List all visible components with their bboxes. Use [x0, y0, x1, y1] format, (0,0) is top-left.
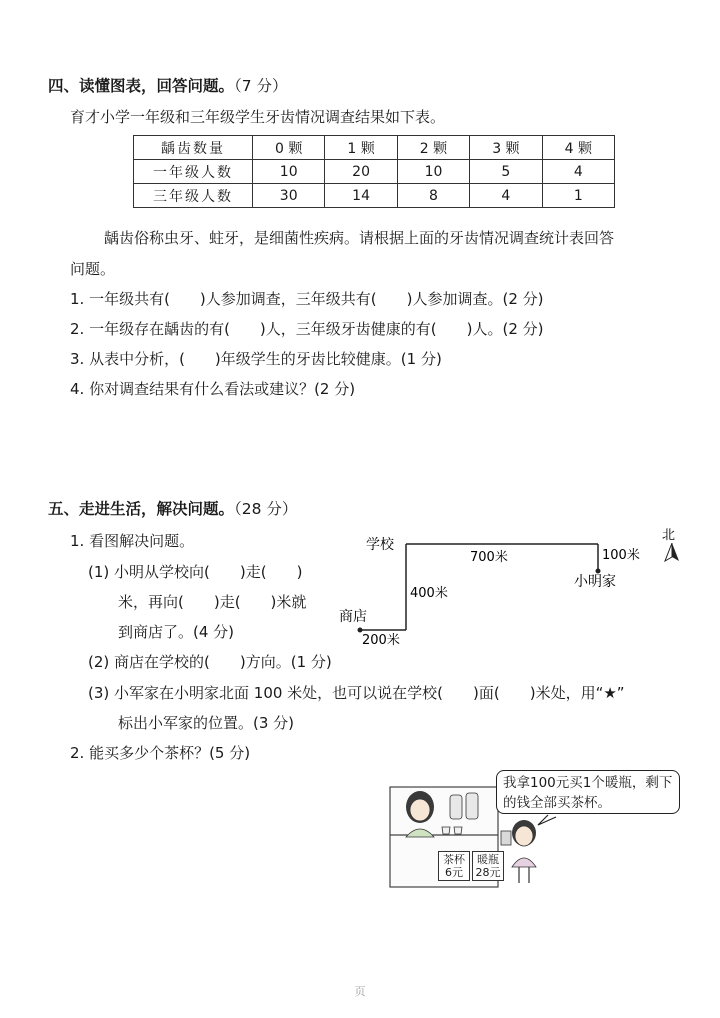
- section5-points: （28 分）: [234, 500, 298, 518]
- map-label-home: 小明家: [574, 574, 616, 590]
- question-4-2: 2. 一年级存在龋齿的有( )人，三年级牙齿健康的有( )人。(2 分): [70, 320, 544, 338]
- question-4-1: 1. 一年级共有( )人参加调查，三年级共有( )人参加调查。(2 分): [70, 290, 544, 308]
- question-5-1-3a: (3) 小军家在小明家北面 100 米处，也可以说在学校( )面( )米处，用“★”: [88, 684, 625, 702]
- cup-price-name: 茶杯: [443, 853, 465, 866]
- shop-point: [358, 628, 363, 633]
- table-header-cell: 1 颗: [325, 136, 397, 160]
- question-5-1-1c: 到商店了。(4 分): [118, 623, 235, 641]
- question-5-2-title: 2. 能买多少个茶杯？(5 分): [70, 744, 251, 762]
- table-cell: 4: [542, 160, 614, 184]
- section4-title: [48, 74, 288, 96]
- north-arrow-icon: [665, 543, 679, 561]
- survey-table: [133, 135, 615, 208]
- table-header-row: [134, 136, 615, 160]
- buyer-girl-icon: [501, 820, 536, 883]
- section4-paragraph-line2: 问题。: [70, 260, 116, 278]
- map-label-100: 100米: [602, 548, 640, 563]
- map-label-400: 400米: [410, 586, 448, 601]
- question-5-1-3b: 标出小军家的位置。(3 分): [118, 714, 295, 732]
- section4-intro: 育才小学一年级和三年级学生牙齿情况调查结果如下表。: [70, 108, 446, 126]
- table-header-cell: 0 颗: [253, 136, 325, 160]
- cup-price-tag: [438, 851, 470, 881]
- question-5-1-1b: 米，再向( )走( )米就: [118, 593, 307, 611]
- table-cell: 10: [397, 160, 469, 184]
- question-4-4: 4. 你对调查结果有什么看法或建议？(2 分): [70, 380, 356, 398]
- section4-paragraph-line1: 龋齿俗称虫牙、蛀牙，是细菌性疾病。请根据上面的牙齿情况调查统计表回答: [104, 229, 615, 247]
- map-label-700: 700米: [470, 550, 508, 565]
- table-cell: 8: [397, 184, 469, 208]
- map-label-200: 200米: [362, 633, 400, 648]
- question-5-1-2: (2) 商店在学校的( )方向。(1 分): [88, 653, 332, 671]
- bottle-price-value: 28元: [475, 866, 501, 879]
- table-cell: 10: [253, 160, 325, 184]
- table-cell: 30: [253, 184, 325, 208]
- table-cell: 一年级人数: [134, 160, 253, 184]
- question-5-1-title: 1. 看图解决问题。: [70, 532, 195, 550]
- bottle-price-tag: [472, 851, 504, 881]
- map-label-shop: 商店: [339, 609, 367, 625]
- table-header-cell: 4 颗: [542, 136, 614, 160]
- table-cell: 14: [325, 184, 397, 208]
- speech-tail: [538, 815, 556, 825]
- section4-title-text: 四、读懂图表，回答问题。: [48, 77, 235, 95]
- table-row: [134, 160, 615, 184]
- speech-bubble: 我拿100元买1个暖瓶，剩下的钱全部买茶杯。: [496, 770, 680, 814]
- section5-title-text: 五、走进生活，解决问题。: [48, 500, 235, 518]
- question-4-3: 3. 从表中分析，( )年级学生的牙齿比较健康。(1 分): [70, 350, 442, 368]
- table-cell: 三年级人数: [134, 184, 253, 208]
- map-label-school: 学校: [366, 537, 394, 553]
- question-5-1-1a: (1) 小明从学校向( )走( ): [88, 563, 303, 581]
- table-cell: 4: [470, 184, 542, 208]
- table-header-cell: 龋齿数量: [134, 136, 253, 160]
- page-footer: 页: [354, 985, 366, 998]
- section5-title: [48, 497, 297, 519]
- cup-price-value: 6元: [445, 866, 463, 879]
- home-point: [596, 569, 601, 574]
- table-header-cell: 3 颗: [470, 136, 542, 160]
- section4-points: （7 分）: [234, 77, 288, 95]
- table-cell: 1: [542, 184, 614, 208]
- table-row: [134, 184, 615, 208]
- table-cell: 20: [325, 160, 397, 184]
- table-header-cell: 2 颗: [397, 136, 469, 160]
- table-cell: 5: [470, 160, 542, 184]
- bottle-price-name: 暖瓶: [477, 853, 499, 866]
- north-label: 北: [662, 528, 676, 543]
- route-map: [330, 525, 690, 650]
